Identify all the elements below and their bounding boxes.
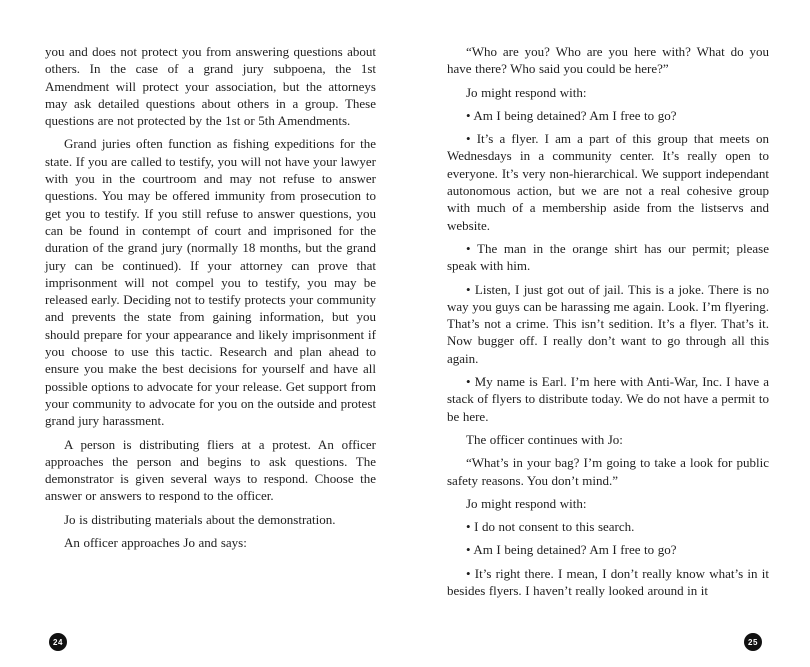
bullet-item: • It’s a flyer. I am a part of this group that meets on Wednesdays in a community center. It’s really open to everyone. It’s very non-hierarchical. We support independant autonomous action, but we are not a real cohesive group with much of a membership aside from the listservs and website. <box>447 131 769 233</box>
scenario-paragraph: An officer approaches Jo and says: <box>64 535 247 551</box>
page-left-text-column <box>45 43 376 551</box>
bullet-item: • My name is Earl. I’m here with Anti-War, Inc. I have a stack of flyers to distribute today. We do not have a permit to be here. <box>447 374 769 424</box>
scenario-paragraph: Jo is distributing materials about the demonstration. <box>64 511 336 527</box>
scenario-paragraph: Jo might respond with: <box>466 84 587 100</box>
scenario-paragraph: Jo might respond with: <box>466 495 587 511</box>
scenario-paragraph: A person is distributing fliers at a protest. An officer approaches the person and begins to ask questions. The demonstrator is given several ways to respond. Choose the answer or answers to respond to the officer. <box>45 436 376 504</box>
page-right-text-column <box>447 43 769 599</box>
dialogue-quote: “What’s in your bag? I’m going to take a look for public safety reasons. You don’t mind.” <box>447 455 769 488</box>
bullet-item: • Am I being detained? Am I free to go? <box>466 107 677 123</box>
dialogue-quote: “Who are you? Who are you here with? What do you have there? Who said you could be here?” <box>447 44 769 77</box>
scenario-paragraph: The officer continues with Jo: <box>466 431 623 447</box>
paragraph: Grand juries often function as fishing expeditions for the state. If you are called to testify, you will not have your lawyer with you in the courtroom and may not refuse to answer questions. You may be offered immunity from prosecution to get you to testify. If you still refuse to answer questions, you can be found in contempt of court and imprisoned for the duration of the grand jury (normally 18 months, but the grand jury can be continued). If your attorney can prove that imprisonment will not compel you to testify, you may be released early. Deciding not to testify protects your community and prevents the state from gaining information, but you should prepare for your appearance and likely imprisonment if you choose to use this tactic. Research and plan ahead to ensure you make the best decisions for yourself and have all possible options to advocate for your release. Get support from your community to advocate for you on the outside and protest grand jury harassment. <box>45 136 376 429</box>
page-number-left: 24 <box>53 637 63 647</box>
paragraph-continuation: you and does not protect you from answering questions about others. In the case of a grand jury subpoena, the 1st Amendment will protect your association, but the attorneys may ask detailed questions about others in a group. These questions are not protected by the 1st or 5th Amendments. <box>45 44 376 129</box>
bullet-item: • Am I being detained? Am I free to go? <box>466 542 677 558</box>
bullet-item: • I do not consent to this search. <box>466 519 635 535</box>
page-number-right: 25 <box>748 637 758 647</box>
bullet-item: • Listen, I just got out of jail. This is a joke. There is no way you guys can be harassing me again. Look. I’m flyering. That’s not a crime. This isn’t sedition. It’s a flyer. That’s it. Now bugger off. I really don’t want to go through all this again. <box>447 281 769 366</box>
bullet-item: • The man in the orange shirt has our permit; please speak with him. <box>447 240 769 274</box>
page-number-badge-right <box>744 633 762 651</box>
bullet-item: • It’s right there. I mean, I don’t really know what’s in it besides flyers. I haven’t really looked around in it <box>447 565 769 599</box>
page-number-badge-left <box>49 633 67 651</box>
